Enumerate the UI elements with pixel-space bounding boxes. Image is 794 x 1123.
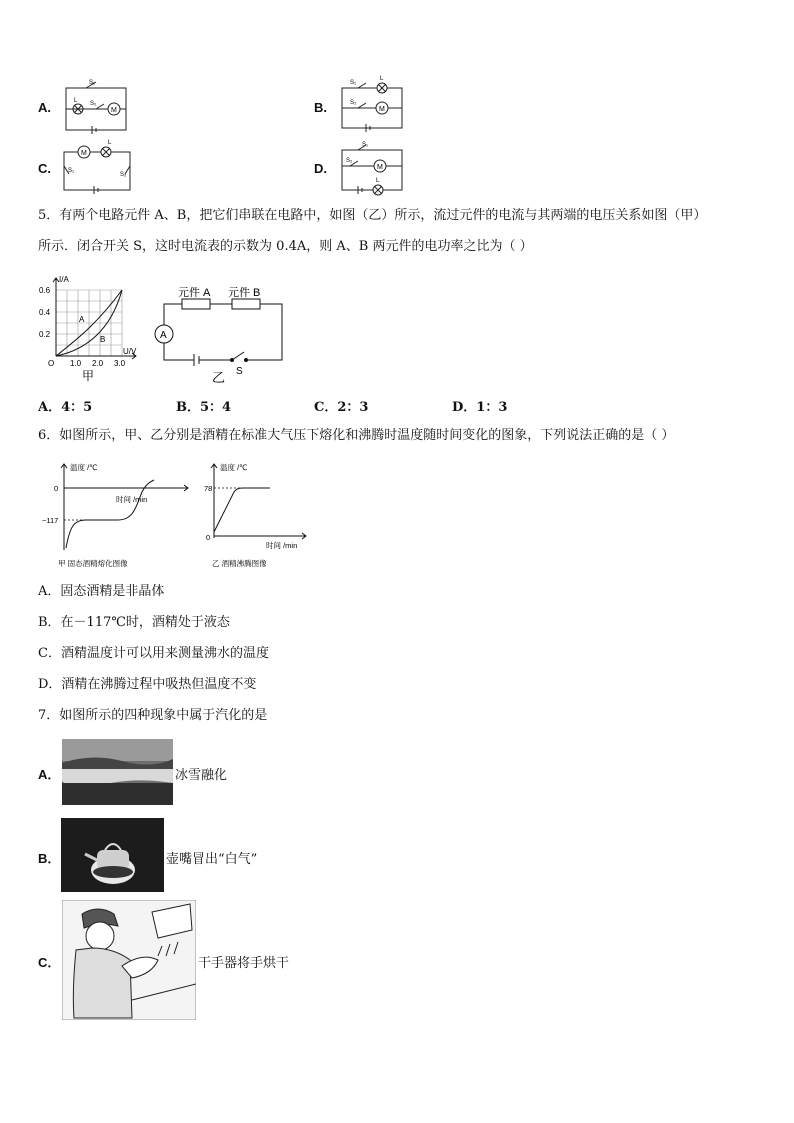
q7-ice-melting-photo [62, 739, 173, 805]
q4-circuit-c [58, 138, 136, 196]
q6-g1-xlabel: 时间 /min [116, 495, 148, 504]
q5-circuit-caption: 乙 [212, 370, 226, 385]
q6-option-d: D．酒精在沸腾过程中吸热但温度不变 [38, 677, 257, 692]
q4d-motor-label: M [377, 164, 383, 171]
q6-option-b: B．在－117℃时，酒精处于液态 [38, 615, 230, 630]
q4d-s2-label: S₂ [346, 158, 353, 164]
q6-stem: 6．如图所示，甲、乙分别是酒精在标准大气压下熔化和沸腾时温度随时间变化的图象，下列说法正确的是（ ） [38, 428, 675, 443]
q5-ytick-06: 0.6 [39, 286, 51, 295]
q6-g1-caption: 甲 固态酒精熔化图像 [58, 559, 128, 568]
q4-option-d-letter: D. [314, 161, 327, 176]
q4-option-a-letter: A. [38, 100, 51, 115]
q4a-s1-label: S₁ [89, 80, 96, 86]
q5-curve-a-label: A [79, 315, 85, 324]
q5-origin: O [48, 359, 55, 368]
q5-xtick-2: 2.0 [92, 359, 104, 368]
q6-option-c: C．酒精温度计可以用来测量沸水的温度 [38, 646, 269, 661]
q6-boiling-graph [200, 456, 320, 572]
q5-series-circuit [150, 282, 290, 386]
q6-g2-tick-boil: 78 [204, 484, 213, 493]
q7-hand-dryer-drawing [62, 900, 196, 1020]
q5-option-b: B．5：4 [176, 400, 232, 415]
q4-circuit-a [60, 76, 132, 136]
q7-stem: 7．如图所示的四种现象中属于汽化的是 [38, 708, 268, 723]
q7-option-c-text: 干手器将手烘干 [198, 956, 290, 971]
q4d-lamp-label: L [376, 178, 380, 184]
q6-g2-tick-zero: 0 [206, 533, 211, 542]
q6-g2-ylabel: 温度 /℃ [220, 463, 248, 472]
q4d-s1-label: S₁ [362, 142, 369, 148]
q6-g1-ylabel: 温度 /℃ [70, 463, 98, 472]
q4b-s2-label: S₂ [350, 100, 357, 106]
q5-iv-graph [36, 270, 146, 385]
q4c-s1-label: S₁ [68, 168, 75, 174]
q4b-s1-label: S₁ [350, 80, 357, 86]
q7-option-b-letter: B． [38, 851, 61, 866]
q5-curve-b-label: B [100, 335, 106, 344]
q4c-motor-label: M [81, 150, 87, 157]
q6-melting-graph [38, 456, 198, 572]
q4a-s2-label: S₂ [90, 101, 97, 107]
q7-option-a-text: 冰雪融化 [175, 768, 228, 783]
q5-option-d: D．1：3 [452, 400, 508, 415]
q6-g1-tick-zero: 0 [54, 484, 59, 493]
q6-g2-xlabel: 时间 /min [266, 541, 298, 550]
q5-element-b-label: 元件 B [228, 287, 261, 299]
q5-ammeter-label: A [160, 330, 167, 341]
q6-g1-tick-melt: −117 [42, 516, 59, 525]
q4c-s2-label: S₂ [120, 172, 127, 178]
q4-circuit-b [336, 74, 408, 136]
q5-xtick-3: 3.0 [114, 359, 126, 368]
q5-xtick-1: 1.0 [70, 359, 82, 368]
q5-ylabel: I/A [59, 275, 69, 284]
q4a-lamp-label: L [74, 98, 78, 104]
q5-graph-caption: 甲 [82, 369, 95, 383]
q6-g2-caption: 乙 酒精沸腾图像 [212, 559, 267, 568]
q4b-motor-label: M [379, 106, 385, 113]
q7-option-b-text: 壶嘴冒出“白气” [166, 852, 258, 867]
q6-option-a: A．固态酒精是非晶体 [38, 584, 165, 599]
q4-circuit-d [336, 136, 408, 196]
q5-stem-line2: 所示．闭合开关 S，这时电流表的示数为 0.4A，则 A、B 两元件的电功率之比为（ ） [38, 239, 533, 254]
q5-option-a: A．4：5 [38, 400, 93, 415]
q5-ytick-02: 0.2 [39, 330, 51, 339]
q5-option-c: C．2：3 [314, 400, 369, 415]
q4c-lamp-label: L [108, 140, 112, 146]
q5-element-a-label: 元件 A [178, 287, 211, 299]
q4a-motor-label: M [111, 107, 117, 114]
q4b-lamp-label: L [380, 76, 384, 82]
q7-option-a-letter: A． [38, 767, 61, 782]
q4-option-c-letter: C. [38, 161, 51, 176]
q4-option-b-letter: B. [314, 100, 327, 115]
q7-kettle-steam-photo [61, 818, 164, 892]
q5-xlabel: U/V [123, 347, 137, 356]
q7-option-c-letter: C． [38, 955, 61, 970]
q5-switch-label: S [236, 366, 243, 377]
q5-stem-line1: 5．有两个电路元件 A、B，把它们串联在电路中，如图（乙）所示，流过元件的电流与其两端的电压关系如图（甲） [38, 208, 707, 223]
q5-ytick-04: 0.4 [39, 308, 51, 317]
